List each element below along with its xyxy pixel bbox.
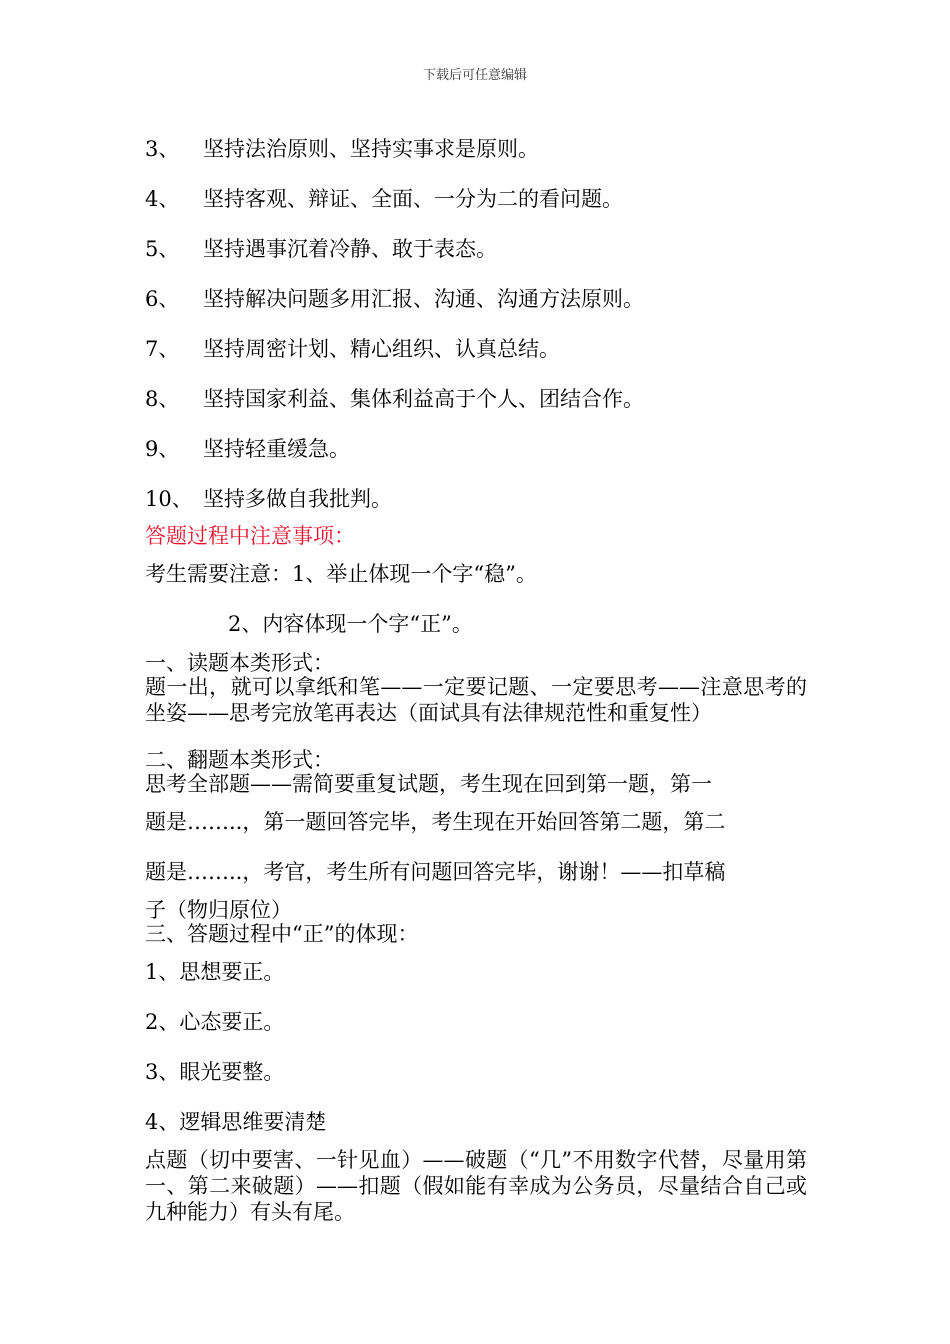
section-3-body: 点题（切中要害、一针见血）——破题（“几”不用数字代替，尽量用第一、第二来破题）——扣题（假如能有幸成为公务员，尽量结合自己或九种能力）有头有尾。: [145, 1148, 807, 1224]
item-number: 4、: [145, 187, 180, 211]
section-3-item: 3、眼光要整。: [145, 1060, 285, 1084]
section-3-item: 2、心态要正。: [145, 1010, 285, 1034]
principle-item: [145, 486, 392, 512]
section-1-title: 一、读题本类形式：: [145, 651, 334, 675]
section-1-body: 题一出，就可以拿纸和笔——一定要记题、一定要思考——注意思考的坐姿——思考完放笔再表达（面试具有法律规范性和重复性）: [145, 675, 807, 725]
principle-item: [145, 236, 497, 262]
principle-item: [145, 286, 644, 312]
principle-item: [145, 436, 350, 462]
item-number: 7、: [145, 337, 180, 361]
item-number: 9、: [145, 437, 180, 461]
item-number: 3、: [145, 137, 180, 161]
item-text: 坚持客观、辩证、全面、一分为二的看问题。: [203, 187, 623, 211]
principle-item: [145, 386, 644, 412]
principle-item: [145, 336, 560, 362]
section-2-line: 题是……..，第一题回答完毕，考生现在开始回答第二题，第二: [145, 810, 726, 834]
principle-item: [145, 136, 539, 162]
item-number: 5、: [145, 237, 180, 261]
notes-line-2: 2、内容体现一个字“正”。: [228, 612, 473, 636]
item-text: 坚持轻重缓急。: [203, 437, 350, 461]
section-3-item: 1、思想要正。: [145, 960, 285, 984]
item-text: 坚持解决问题多用汇报、沟通、沟通方法原则。: [203, 287, 644, 311]
principle-item: [145, 186, 623, 212]
section-3-item: 4、逻辑思维要清楚: [145, 1110, 327, 1134]
notes-heading: 答题过程中注意事项：: [145, 524, 355, 548]
item-text: 坚持多做自我批判。: [203, 487, 392, 511]
item-text: 坚持法治原则、坚持实事求是原则。: [203, 137, 539, 161]
section-3-title: 三、答题过程中“正”的体现：: [145, 922, 419, 946]
item-text: 坚持周密计划、精心组织、认真总结。: [203, 337, 560, 361]
section-2-title: 二、翻题本类形式：: [145, 748, 334, 772]
section-2-line: 思考全部题——需简要重复试题，考生现在回到第一题，第一: [145, 772, 712, 796]
item-text: 坚持国家利益、集体利益高于个人、团结合作。: [203, 387, 644, 411]
section-2-line: 子（物归原位）: [145, 898, 292, 922]
item-text: 坚持遇事沉着冷静、敢于表态。: [203, 237, 497, 261]
item-number: 6、: [145, 287, 180, 311]
item-number: 8、: [145, 387, 180, 411]
section-2-line: 题是……..，考官，考生所有问题回答完毕，谢谢！——扣草稿: [145, 860, 726, 884]
item-number: 10、: [145, 487, 193, 511]
page-header: 下载后可任意编辑: [422, 68, 527, 83]
notes-line-1: 考生需要注意：1、举止体现一个字“稳”。: [145, 562, 537, 586]
